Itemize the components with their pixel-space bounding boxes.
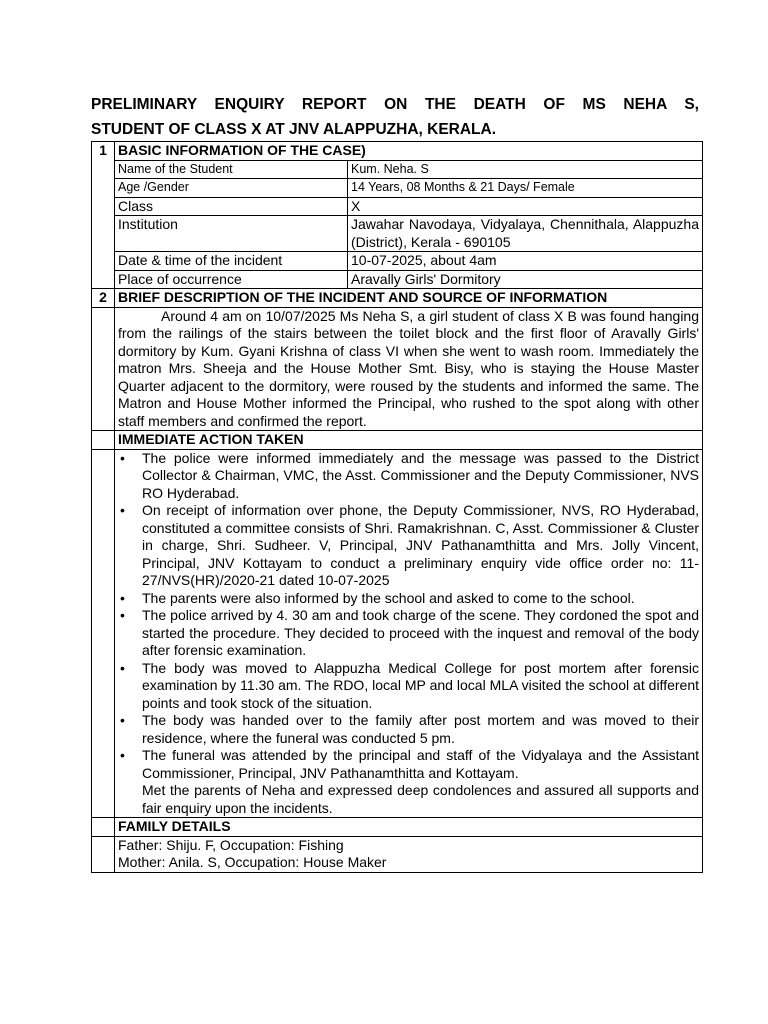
table-row — [92, 252, 703, 271]
empty-number-cell — [92, 307, 115, 431]
table-row — [92, 179, 703, 198]
empty-number-cell — [92, 431, 115, 450]
actions-closing-note: Met the parents of Neha and expressed deep condolences and assured all supports and fair enquiry upon the incidents. — [142, 782, 699, 816]
field-value-date-time: 10-07-2025, about 4am — [348, 252, 703, 271]
list-item: • The funeral was attended by the principal and staff of the Vidyalaya and the Assistant Commissioner, Principal, JNV Pathanamthitta and Kottayam. — [142, 747, 699, 782]
field-label-institution: Institution — [115, 216, 348, 252]
family-details-cell — [115, 836, 703, 872]
actions-header-row — [92, 431, 703, 450]
list-item: • The parents were also informed by the school and asked to come to the school. — [142, 590, 699, 608]
table-row — [92, 836, 703, 872]
field-value-institution: Jawahar Navodaya, Vidyalaya, Chennithala, Alappuzha (District), Kerala - 690105 — [348, 216, 703, 252]
table-row — [92, 216, 703, 252]
empty-number-cell — [92, 818, 115, 837]
section-2-number: 2 — [92, 289, 115, 308]
table-row — [92, 197, 703, 216]
title-line-1: PRELIMINARY ENQUIRY REPORT ON THE DEATH OF MS NEHA S, — [91, 96, 699, 113]
field-value-age-gender: 14 Years, 08 Months & 21 Days/ Female — [348, 179, 703, 198]
empty-number-cell — [92, 449, 115, 818]
table-row — [92, 270, 703, 289]
actions-cell — [115, 449, 703, 818]
field-label-class: Class — [115, 197, 348, 216]
table-row — [92, 307, 703, 431]
list-item: • On receipt of information over phone, the Deputy Commissioner, NVS, RO Hyderabad, constituted a committee consists of Shri. Ramakrishnan. C, Asst. Commissioner & Cluster in charge, Shri. Sudheer. V, Principal, JNV Pathanamthitta and Mrs. Jolly Vincent, Principal, JNV Kottayam to conduct a preliminary enquiry vide office order no: 11-27/NVS(HR)/2020-21 dated 10-07-2025 — [142, 502, 699, 590]
field-value-place: Aravally Girls' Dormitory — [348, 270, 703, 289]
family-header-row — [92, 818, 703, 837]
section-1-number: 1 — [92, 142, 115, 289]
father-details: Father: Shiju. F, Occupation: Fishing — [118, 836, 344, 853]
incident-description: Around 4 am on 10/07/2025 Ms Neha S, a girl student of class X B was found hanging from the railings of the stairs between the toilet block and the first floor of Aravally Girls' dormitory by Kum. Gyani Krishna of class VI when she went to wash room. Immediately the matron Mrs. Sheeja and the House Mother Smt. Bisy, who is staying the House Master Quarter adjacent to the dormitory, were roused by the students and informed the same. The Matron and House Mother informed the Principal, who rushed to the spot along with other staff members and confirmed the report. — [115, 307, 703, 431]
page-title — [91, 92, 699, 142]
mother-details: Mother: Anila. S, Occupation: House Maker — [118, 854, 387, 870]
report-table — [91, 141, 703, 873]
list-item: • The body was handed over to the family after post mortem and was moved to their residence, where the funeral was conducted 5 pm. — [142, 712, 699, 747]
section-1-heading: BASIC INFORMATION OF THE CASE) — [115, 142, 703, 161]
actions-list — [118, 450, 699, 783]
title-line-2: STUDENT OF CLASS X AT JNV ALAPPUZHA, KERALA. — [91, 121, 497, 138]
empty-number-cell — [92, 836, 115, 872]
table-row — [92, 160, 703, 179]
field-label-age-gender: Age /Gender — [115, 179, 348, 198]
table-row — [92, 449, 703, 818]
list-item: • The police were informed immediately and the message was passed to the District Collector & Chairman, VMC, the Asst. Commissioner and the Deputy Commissioner, NVS RO Hyderabad. — [142, 450, 699, 503]
section-1-header-row — [92, 142, 703, 161]
field-label-name: Name of the Student — [115, 160, 348, 179]
field-value-class: X — [348, 197, 703, 216]
section-2-heading: BRIEF DESCRIPTION OF THE INCIDENT AND SOURCE OF INFORMATION — [115, 289, 703, 308]
section-2-header-row — [92, 289, 703, 308]
list-item: • The body was moved to Alappuzha Medical College for post mortem after forensic examination by 11.30 am. The RDO, local MP and local MLA visited the school at different points and took stock of the situation. — [142, 660, 699, 713]
actions-heading: IMMEDIATE ACTION TAKEN — [115, 431, 703, 450]
family-heading: FAMILY DETAILS — [115, 818, 703, 837]
field-label-place: Place of occurrence — [115, 270, 348, 289]
field-label-date-time: Date & time of the incident — [115, 252, 348, 271]
field-value-name: Kum. Neha. S — [348, 160, 703, 179]
list-item: • The police arrived by 4. 30 am and took charge of the scene. They cordoned the spot and started the procedure. They decided to proceed with the inquest and removal of the body after forensic examination. — [142, 607, 699, 660]
